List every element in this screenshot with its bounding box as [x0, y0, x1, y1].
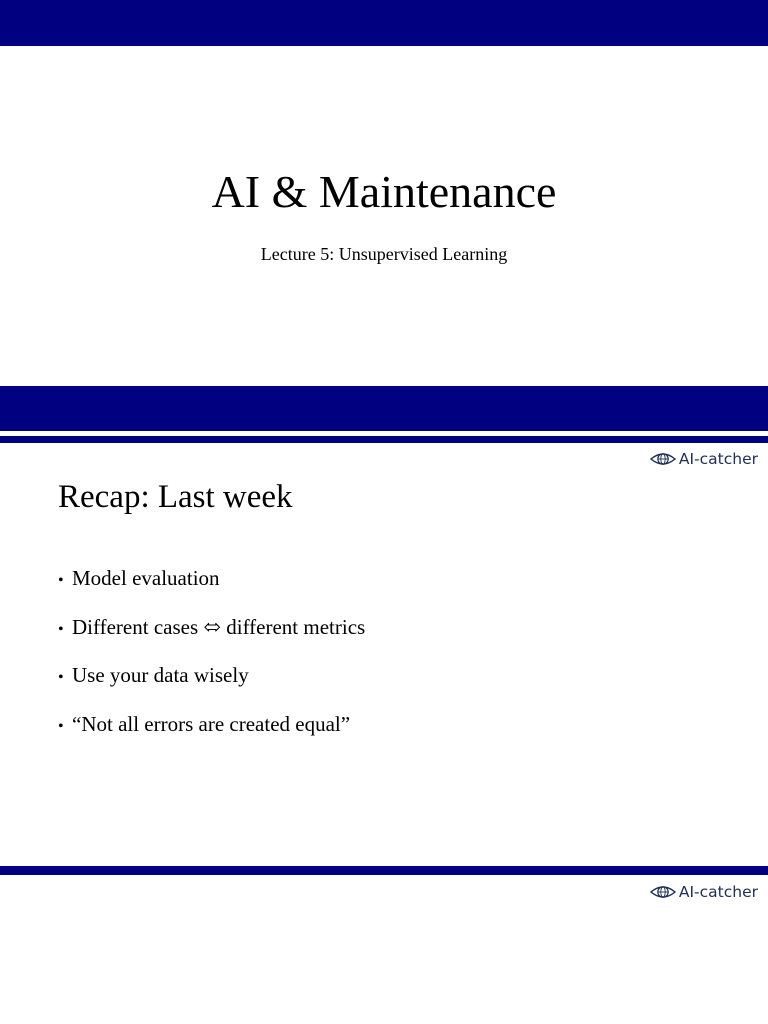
slide1-top-band [0, 0, 768, 46]
eye-globe-icon [650, 450, 676, 468]
list-item [58, 711, 365, 737]
ai-catcher-logo [650, 448, 758, 470]
list-item-text: Use your data wisely [72, 663, 249, 688]
bullet-icon: • [58, 718, 64, 736]
eye-globe-icon [650, 883, 676, 901]
slide-heading: Recap: Last week [58, 479, 293, 515]
list-item [58, 614, 365, 640]
slide2-bottom-band [0, 866, 768, 875]
slide1-bottom-band [0, 386, 768, 431]
logo-text: AI-catcher [678, 450, 758, 468]
bullet-icon: • [58, 669, 64, 687]
list-item-text: Model evaluation [72, 566, 220, 590]
bullet-icon: • [58, 572, 64, 589]
logo-text: AI-catcher [678, 883, 758, 901]
slide-title: AI & Maintenance [211, 166, 557, 217]
list-item-text: Different cases ⬄ different metrics [72, 614, 366, 639]
ai-catcher-logo [650, 881, 758, 903]
slide2-top-band [0, 437, 768, 443]
slide-subtitle: Lecture 5: Unsupervised Learning [260, 244, 508, 264]
bullet-list [58, 565, 365, 760]
list-item-text: “Not all errors are created equal” [72, 712, 351, 737]
list-item [58, 565, 365, 591]
list-item [58, 662, 365, 688]
bullet-icon: • [58, 620, 64, 638]
